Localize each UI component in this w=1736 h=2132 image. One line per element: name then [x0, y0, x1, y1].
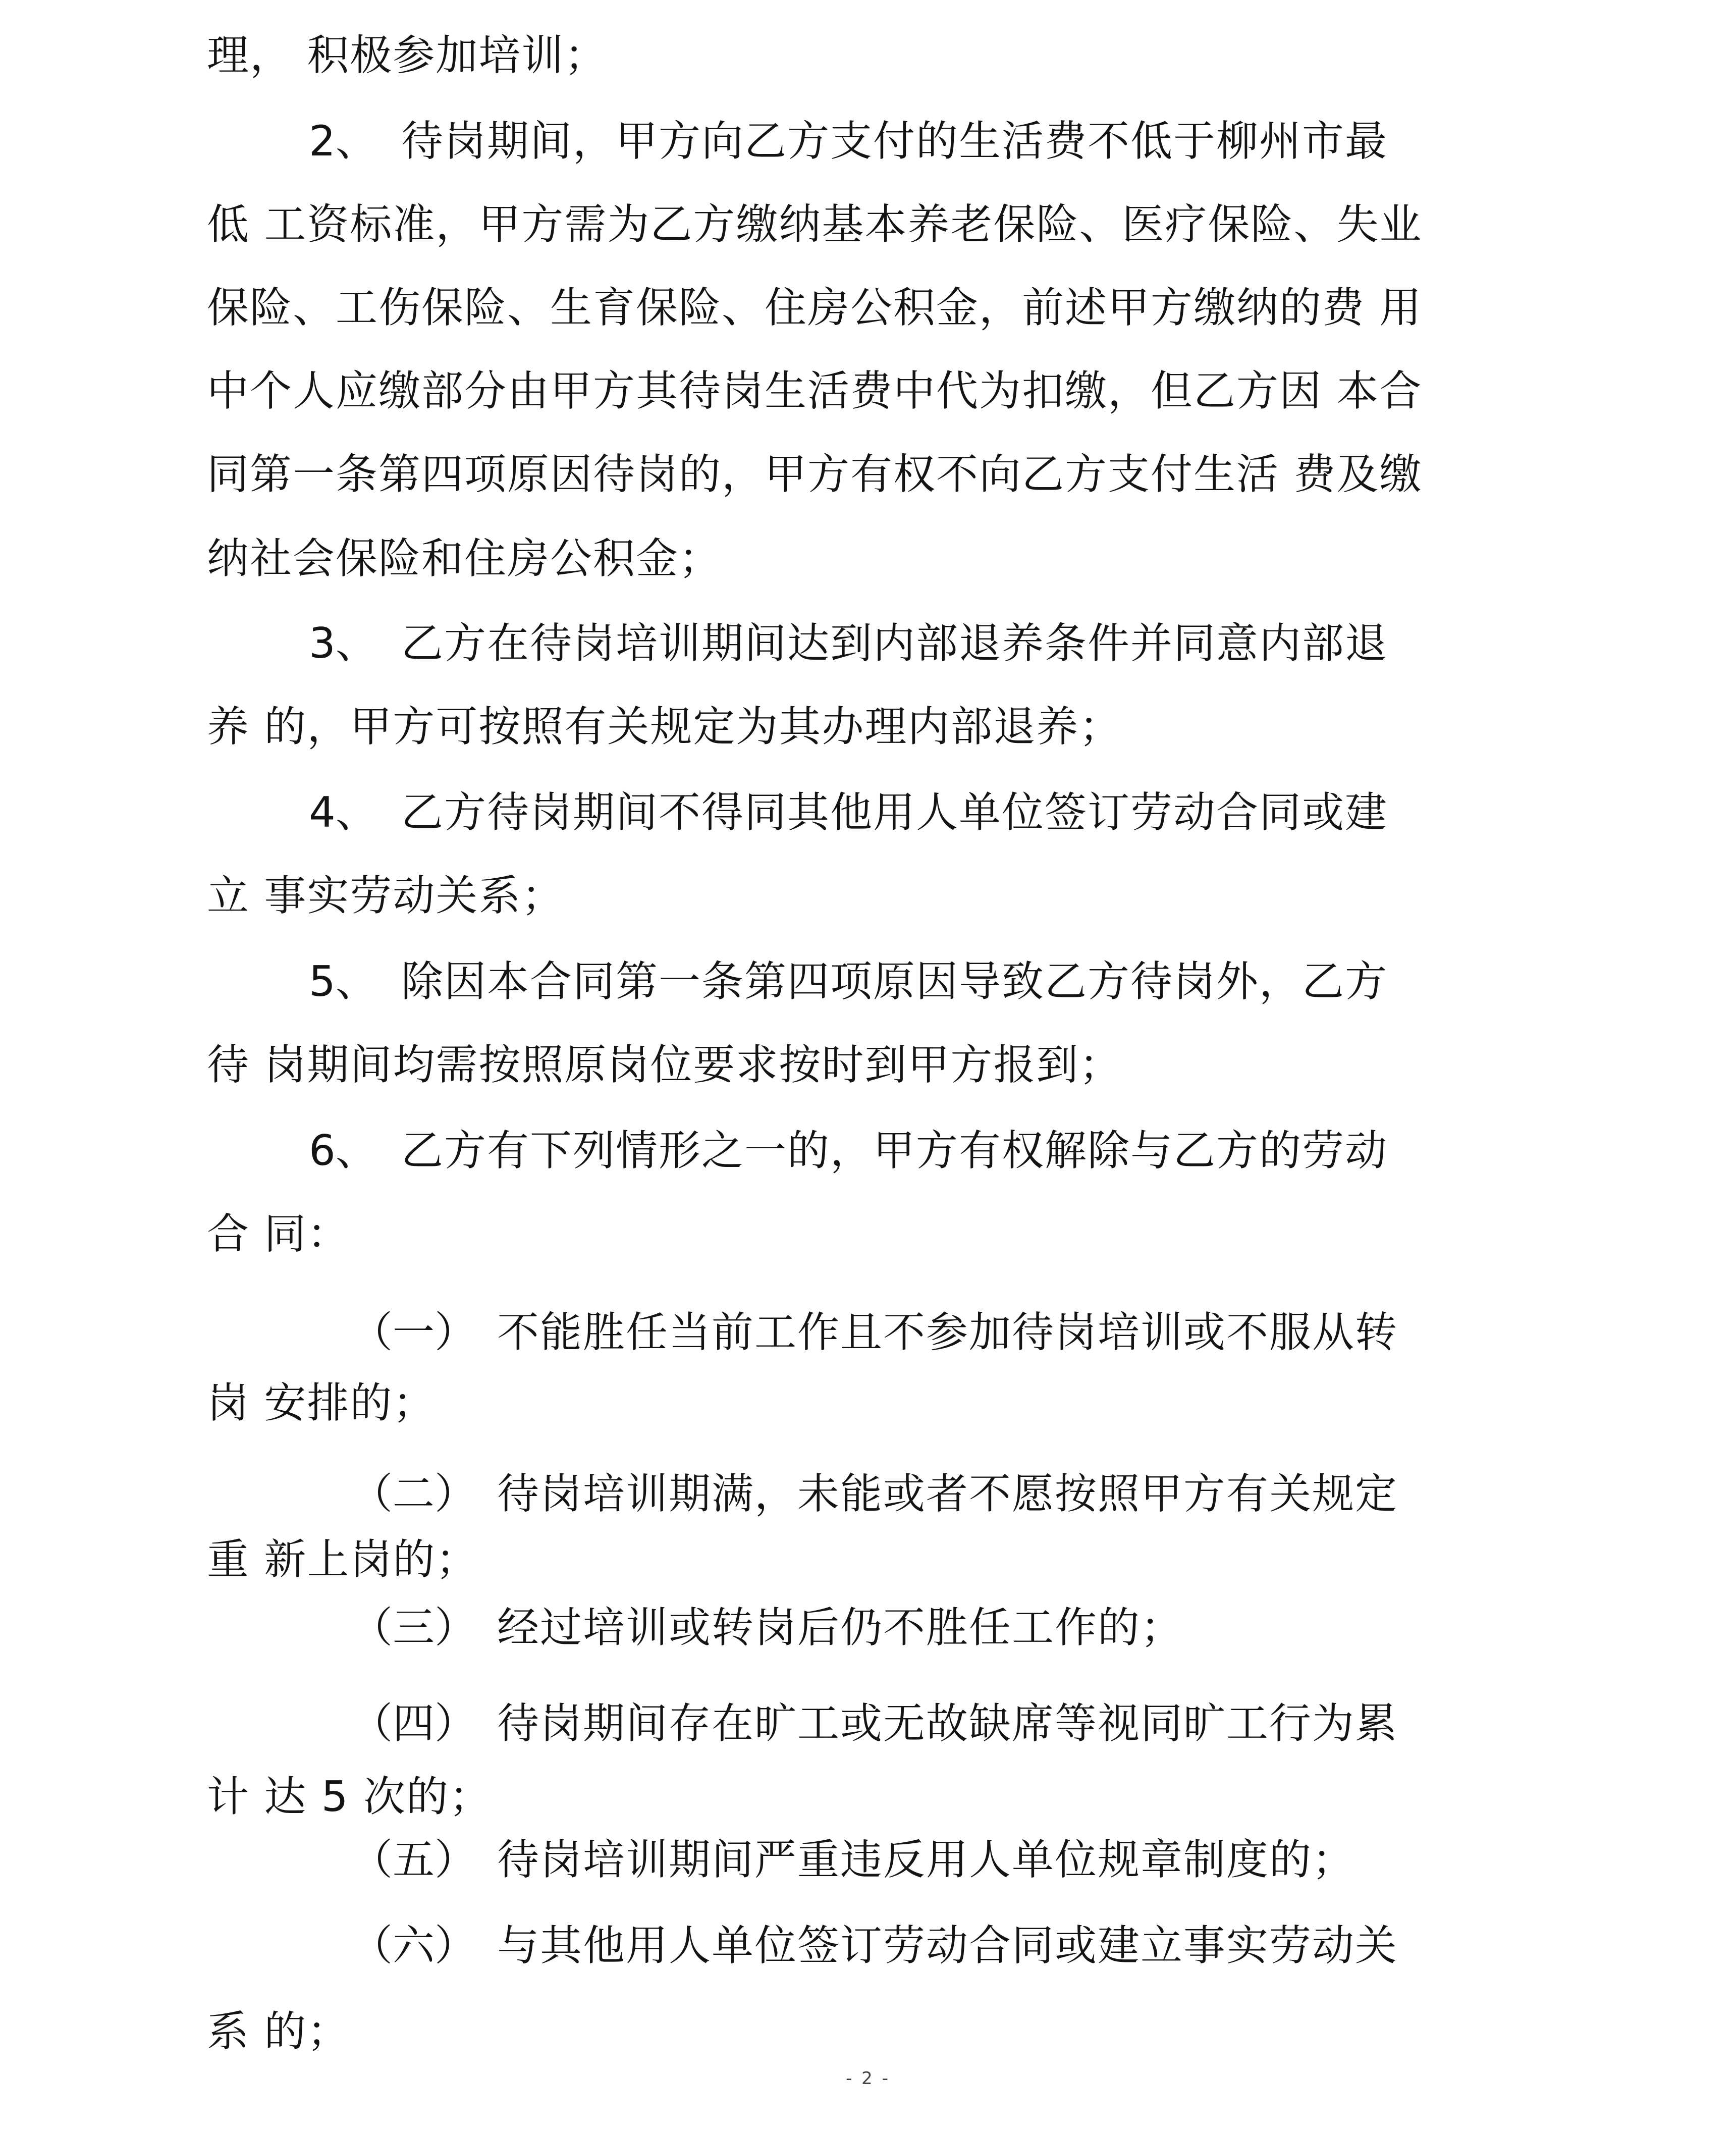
text-line: 保险、工伤保险、生育保险、住房公积金，前述甲方缴纳的费 用	[207, 283, 1423, 332]
page-number: - 2 -	[846, 2068, 890, 2089]
text-line: 中个人应缴部分由甲方其待岗生活费中代为扣缴，但乙方因 本合	[207, 366, 1423, 415]
sub-item-text: 与其他用人单位签订劳动合同或建立事实劳动关	[497, 1921, 1398, 1970]
text-line: 重 新上岗的；	[207, 1535, 479, 1584]
text-line: 纳社会保险和住房公积金；	[207, 534, 722, 583]
text-line: 理， 积极参加培训；	[207, 31, 608, 80]
item-number: 4、	[309, 788, 377, 837]
item-text: 乙方待岗期间不得同其他用人单位签订劳动合同或建	[401, 788, 1388, 837]
text-line: 立 事实劳动关系；	[207, 871, 565, 920]
sub-item-number: （一）	[351, 1308, 476, 1357]
item-text: 除因本合同第一条第四项原因导致乙方待岗外，乙方	[401, 957, 1388, 1006]
item-number: 2、	[309, 117, 377, 166]
item-text: 待岗期间，甲方向乙方支付的生活费不低于柳州市最	[401, 117, 1388, 166]
text-line: 低 工资标准，甲方需为乙方缴纳基本养老保险、医疗保险、失业	[207, 200, 1423, 249]
sub-item-text: 待岗期间存在旷工或无故缺席等视同旷工行为累	[497, 1699, 1398, 1748]
item-text: 乙方有下列情形之一的，甲方有权解除与乙方的劳动	[401, 1126, 1388, 1175]
text-line: 系 的；	[207, 2007, 350, 2056]
sub-item-number: （二）	[351, 1469, 476, 1518]
text-line: 岗 安排的；	[207, 1378, 436, 1427]
sub-item-number: （六）	[351, 1921, 476, 1970]
sub-item-text: 不能胜任当前工作且不参加待岗培训或不服从转	[497, 1308, 1398, 1357]
sub-item-text: 经过培训或转岗后仍不胜任工作的；	[497, 1603, 1183, 1652]
sub-item-text: 待岗培训期满，未能或者不愿按照甲方有关规定	[497, 1469, 1398, 1518]
text-line: 合 同：	[207, 1209, 350, 1258]
text-line: 计 达 5 次的；	[207, 1772, 492, 1821]
sub-item-number: （五）	[351, 1835, 476, 1884]
text-line: 待 岗期间均需按照原岗位要求按时到甲方报到；	[207, 1040, 1122, 1089]
text-line: 养 的，甲方可按照有关规定为其办理内部退养；	[207, 702, 1122, 751]
item-text: 乙方在待岗培训期间达到内部退养条件并同意内部退	[401, 619, 1388, 668]
sub-item-number: （四）	[351, 1699, 476, 1748]
sub-item-number: （三）	[351, 1603, 476, 1652]
item-number: 6、	[309, 1126, 377, 1175]
item-number: 3、	[309, 619, 377, 668]
item-number: 5、	[309, 957, 377, 1006]
text-line: 同第一条第四项原因待岗的，甲方有权不向乙方支付生活 费及缴	[207, 450, 1423, 499]
sub-item-text: 待岗培训期间严重违反用人单位规章制度的；	[497, 1835, 1355, 1884]
